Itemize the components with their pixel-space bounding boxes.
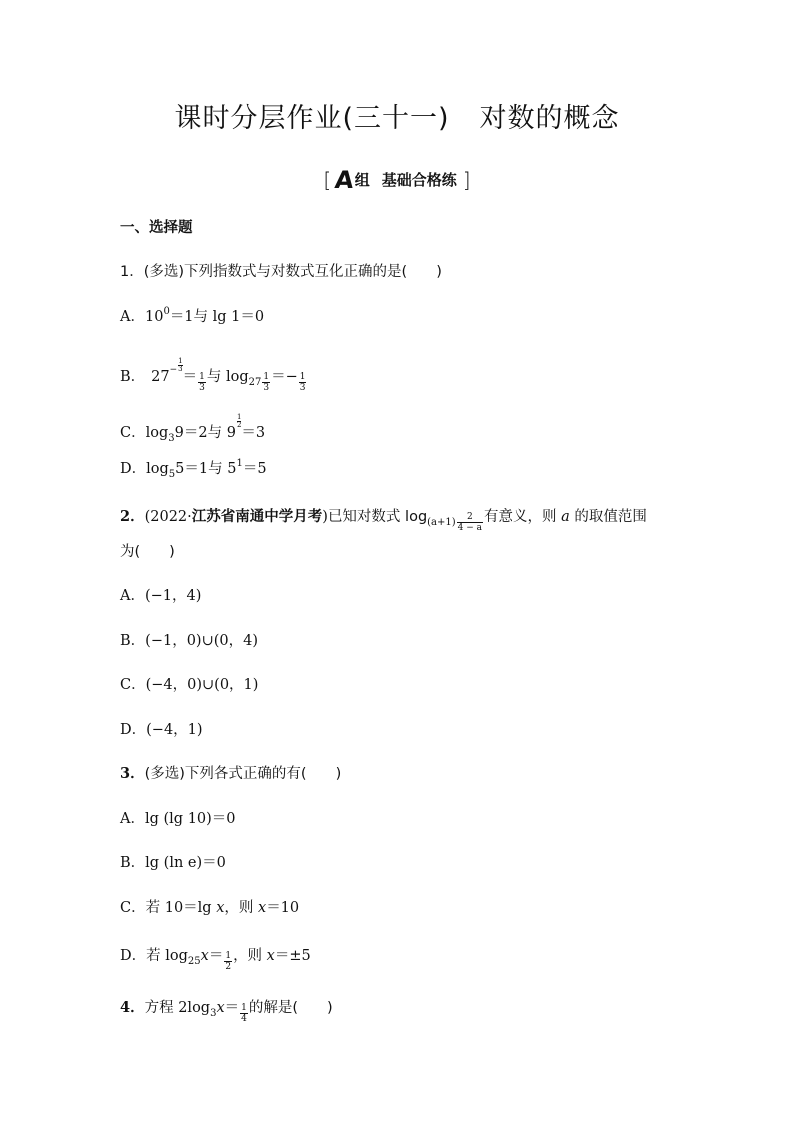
option-text: lg (ln e)＝0 — [145, 855, 226, 871]
superscript: 0 — [163, 306, 170, 317]
option-text: (−1，0)∪(0，4) — [145, 633, 258, 649]
option-label: A． — [120, 811, 145, 827]
group-open-bracket: [ — [323, 168, 332, 192]
q2-option-d — [120, 720, 203, 740]
option-label: D． — [120, 461, 147, 477]
fraction-numerator: 1 — [236, 413, 242, 421]
option-text: 9＝2与 9 — [174, 425, 236, 441]
subscript: 25 — [187, 956, 201, 967]
option-text: 27 — [151, 369, 170, 385]
fraction-numerator: 1 — [199, 372, 205, 382]
q3-text: (多选)下列各式正确的有( ) — [144, 766, 342, 782]
page-title — [0, 96, 794, 135]
group-letter-suffix: 组 — [354, 171, 370, 189]
option-text: ＝5 — [242, 461, 267, 477]
option-text: ＝ — [182, 369, 198, 385]
option-text: 与 log — [206, 369, 249, 385]
fraction-denominator: 3 — [263, 383, 270, 393]
q3-option-c — [120, 898, 299, 918]
q3-number: 3． — [120, 765, 145, 782]
question-2-stem-line2: 为( ) — [120, 544, 175, 560]
q2-source-open: (2022· — [144, 509, 192, 525]
option-label: C． — [120, 677, 146, 693]
question-4-stem — [120, 998, 333, 1024]
q1-option-a — [120, 307, 264, 327]
fraction-denominator: 4 — [241, 1014, 247, 1024]
group-close-bracket: ] — [462, 168, 471, 192]
option-text: 5＝1与 5 — [175, 461, 237, 477]
option-label: C． — [120, 900, 146, 916]
fraction — [198, 372, 206, 393]
fraction — [457, 512, 483, 533]
title-sub: 对数的概念 — [479, 103, 620, 134]
option-text: ，则 — [233, 948, 267, 964]
option-text: ，则 — [224, 900, 258, 916]
option-label: D． — [120, 722, 147, 738]
variable: x — [266, 948, 275, 964]
fraction-denominator: 3 — [199, 383, 205, 393]
q2-source: 江苏省南通中学月考 — [191, 509, 323, 525]
variable: a — [561, 509, 570, 525]
variable: x — [258, 900, 267, 916]
q3-option-a — [120, 809, 236, 829]
variable: x — [216, 1000, 225, 1016]
subscript: (a+1) — [427, 517, 456, 528]
fraction-numerator: 1 — [263, 372, 270, 382]
option-text: ＝10 — [266, 900, 300, 916]
fraction — [240, 1003, 248, 1024]
subscript: 3 — [210, 1008, 217, 1019]
q1-option-c — [120, 414, 265, 443]
q2-source-close: ) — [322, 509, 328, 525]
q4-text: ＝ — [224, 1000, 240, 1016]
variable: x — [200, 948, 209, 964]
q2-text: 已知对数式 log — [327, 509, 428, 525]
q1-number: 1． — [120, 264, 144, 280]
question-1-stem — [120, 262, 442, 282]
option-text: (−4，0)∪(0，1) — [145, 677, 259, 693]
q3-option-d — [120, 946, 311, 972]
exponent-sign: − — [169, 365, 178, 375]
option-label: B． — [120, 633, 146, 649]
option-text: (−1，4) — [144, 588, 202, 604]
fraction-denominator: 2 — [225, 962, 232, 972]
q2-text: 的取值范围 — [569, 509, 647, 525]
fraction-denominator: 4 − a — [457, 523, 483, 533]
option-label: B． — [120, 855, 146, 871]
q2-text: 有意义，则 — [484, 509, 562, 525]
question-3-stem — [120, 764, 341, 784]
question-2-stem — [120, 507, 647, 533]
fraction — [224, 951, 232, 972]
option-text: ＝1与 lg 1＝0 — [169, 309, 265, 325]
fraction-denominator: 3 — [178, 365, 183, 373]
fraction-numerator: 2 — [457, 512, 483, 523]
option-text: ＝ — [208, 948, 224, 964]
fraction-numerator: 1 — [225, 951, 232, 961]
q4-text: 的解是( ) — [248, 1000, 333, 1016]
q3-option-b — [120, 853, 226, 873]
subscript: 3 — [168, 433, 175, 444]
variable: x — [216, 900, 225, 916]
title-main: 课时分层作业(三十一) — [174, 103, 450, 134]
option-label: D． — [120, 948, 147, 964]
option-text: ＝3 — [241, 425, 266, 441]
fraction — [262, 372, 270, 393]
fraction-denominator: 3 — [299, 383, 306, 393]
option-text: 若 log — [146, 948, 188, 964]
q1-option-b — [120, 358, 307, 393]
option-label: A． — [120, 309, 145, 325]
option-label: B． — [120, 369, 146, 385]
superscript: 1 — [236, 458, 243, 469]
subscript: 27 — [248, 377, 262, 388]
option-text: ＝− — [271, 369, 298, 385]
q1-text: (多选)下列指数式与对数式互化正确的是( ) — [143, 264, 442, 280]
q2-number: 2． — [120, 508, 145, 525]
fraction — [299, 372, 307, 393]
group-header — [0, 168, 794, 192]
fraction-numerator: 1 — [299, 372, 306, 382]
fraction-numerator: 1 — [241, 1003, 247, 1013]
subscript: 5 — [168, 469, 176, 480]
group-name: 基础合格练 — [381, 171, 457, 189]
section-heading: 一、选择题 — [120, 220, 193, 236]
option-label: C． — [120, 425, 146, 441]
q2-option-a — [120, 586, 201, 606]
group-letter: A — [333, 166, 356, 194]
option-label: A． — [120, 588, 145, 604]
option-text: log — [145, 425, 169, 441]
option-text: ＝±5 — [274, 948, 311, 964]
q4-text: 方程 2log — [144, 1000, 211, 1016]
option-text: lg (lg 10)＝0 — [144, 811, 236, 827]
option-text: 若 10＝lg — [145, 900, 217, 916]
q4-number: 4． — [120, 999, 145, 1016]
q2-option-c — [120, 675, 258, 695]
option-text: 10 — [144, 309, 164, 325]
fraction-denominator: 2 — [236, 421, 242, 429]
option-text: log — [146, 461, 169, 477]
fraction-numerator: 1 — [178, 357, 183, 365]
q1-option-d — [120, 459, 267, 479]
q2-option-b — [120, 631, 258, 651]
option-text: (−4，1) — [146, 722, 203, 738]
